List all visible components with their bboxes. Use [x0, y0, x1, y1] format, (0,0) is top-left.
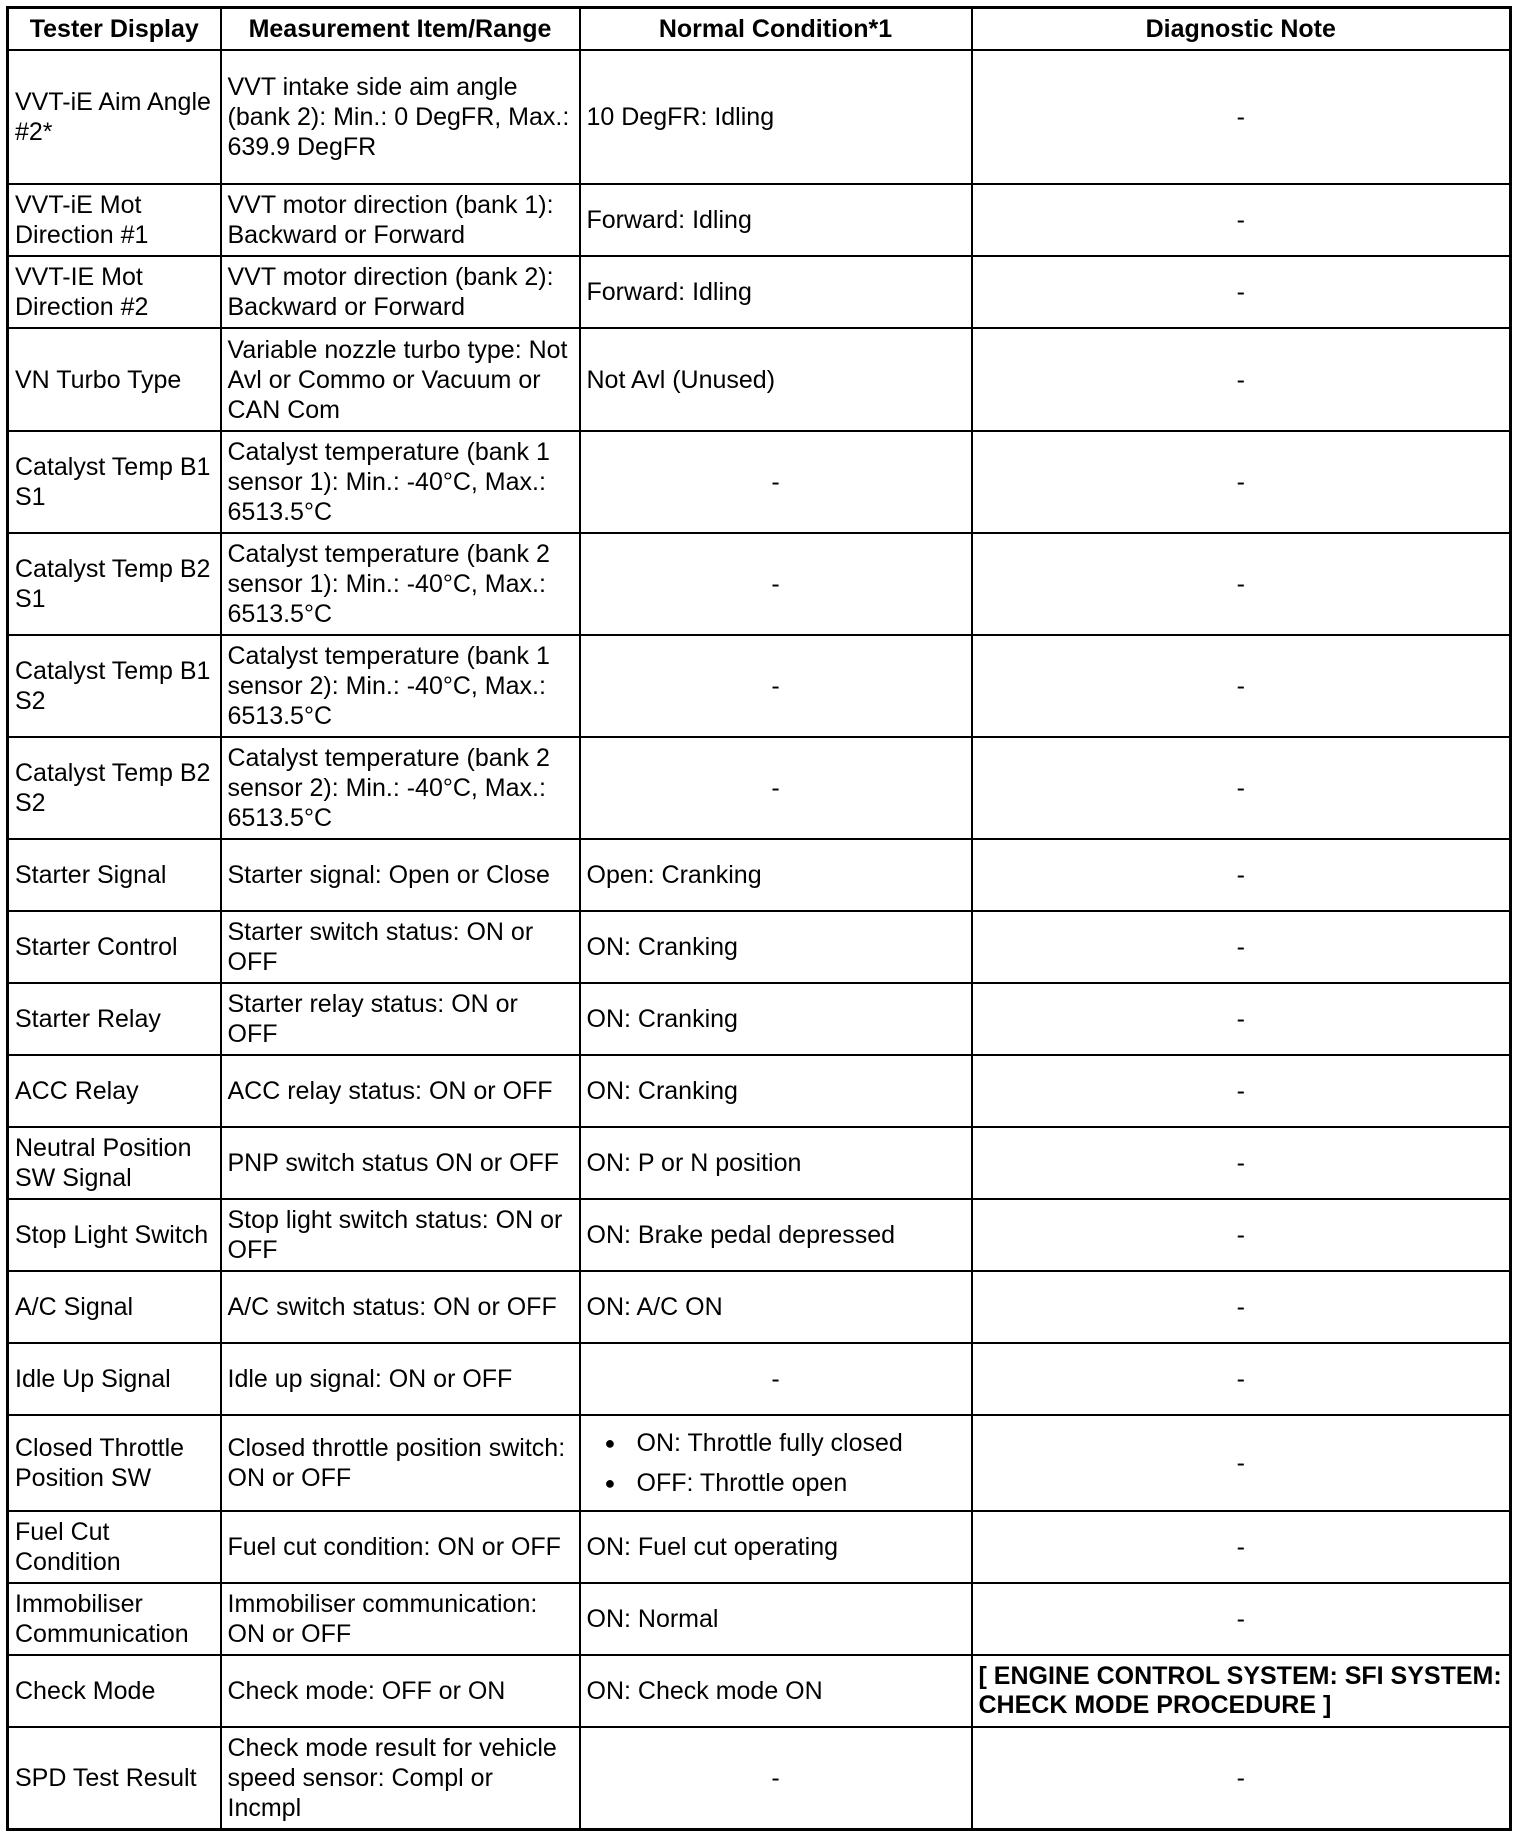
- tester-display-cell: VVT-iE Aim Angle #2*: [8, 50, 221, 184]
- normal-condition-cell: ON: Cranking: [580, 1055, 972, 1127]
- normal-condition-cell: ON: Brake pedal depressed: [580, 1199, 972, 1271]
- measurement-item-cell: Catalyst temperature (bank 1 sensor 2): Min.: -40°C, Max.: 6513.5°C: [221, 635, 580, 737]
- tester-display-cell: ACC Relay: [8, 1055, 221, 1127]
- diagnostic-note-cell: -: [972, 1343, 1511, 1415]
- tester-display-cell: Neutral Position SW Signal: [8, 1127, 221, 1199]
- normal-condition-cell: ON: Normal: [580, 1583, 972, 1655]
- normal-condition-cell: ON: Cranking: [580, 983, 972, 1055]
- normal-condition-cell: -: [580, 1343, 972, 1415]
- diagnostic-note-cell: -: [972, 256, 1511, 328]
- diagnostic-note-cell: -: [972, 839, 1511, 911]
- diagnostic-note-cell: -: [972, 1199, 1511, 1271]
- table-row: [8, 533, 1511, 635]
- diagnostic-note-cell: -: [972, 184, 1511, 256]
- table-row: [8, 1055, 1511, 1127]
- table-row: [8, 1271, 1511, 1343]
- normal-condition-cell: ON: Fuel cut operating: [580, 1511, 972, 1583]
- tester-display-cell: Check Mode: [8, 1655, 221, 1727]
- measurement-item-cell: VVT motor direction (bank 2): Backward or Forward: [221, 256, 580, 328]
- measurement-item-cell: Catalyst temperature (bank 2 sensor 1): Min.: -40°C, Max.: 6513.5°C: [221, 533, 580, 635]
- measurement-item-cell: Fuel cut condition: ON or OFF: [221, 1511, 580, 1583]
- tester-display-cell: Catalyst Temp B1 S2: [8, 635, 221, 737]
- diagnostic-note-cell: -: [972, 635, 1511, 737]
- tester-display-cell: Catalyst Temp B1 S1: [8, 431, 221, 533]
- tester-display-cell: VVT-IE Mot Direction #2: [8, 256, 221, 328]
- table-row: [8, 50, 1511, 184]
- tester-display-cell: SPD Test Result: [8, 1727, 221, 1829]
- normal-condition-cell: Forward: Idling: [580, 184, 972, 256]
- measurement-item-cell: Closed throttle position switch: ON or OFF: [221, 1415, 580, 1511]
- diagnostic-note-cell: -: [972, 1415, 1511, 1511]
- diagnostic-note-cell: -: [972, 911, 1511, 983]
- header-normal-condition: Normal Condition*1: [580, 8, 972, 51]
- table-row: [8, 1727, 1511, 1829]
- table-row: [8, 1127, 1511, 1199]
- measurement-item-cell: Starter relay status: ON or OFF: [221, 983, 580, 1055]
- measurement-item-cell: Immobiliser communication: ON or OFF: [221, 1583, 580, 1655]
- table-row: [8, 1343, 1511, 1415]
- normal-condition-cell: [580, 1415, 972, 1511]
- diagnostic-note-cell: -: [972, 50, 1511, 184]
- data-list-table: [6, 6, 1512, 1831]
- tester-display-cell: Closed Throttle Position SW: [8, 1415, 221, 1511]
- table-row: [8, 1511, 1511, 1583]
- tester-display-cell: VVT-iE Mot Direction #1: [8, 184, 221, 256]
- normal-condition-cell: ON: Cranking: [580, 911, 972, 983]
- tester-display-cell: Starter Signal: [8, 839, 221, 911]
- diagnostic-note-cell: -: [972, 983, 1511, 1055]
- measurement-item-cell: Variable nozzle turbo type: Not Avl or Commo or Vacuum or CAN Com: [221, 328, 580, 431]
- measurement-item-cell: Check mode result for vehicle speed sensor: Compl or Incmpl: [221, 1727, 580, 1829]
- tester-display-cell: Starter Control: [8, 911, 221, 983]
- tester-display-cell: Catalyst Temp B2 S1: [8, 533, 221, 635]
- diagnostic-note-cell: -: [972, 1727, 1511, 1829]
- normal-condition-cell: Forward: Idling: [580, 256, 972, 328]
- data-list-table-container: [6, 6, 1509, 1831]
- measurement-item-cell: VVT intake side aim angle (bank 2): Min.: 0 DegFR, Max.: 639.9 DegFR: [221, 50, 580, 184]
- normal-condition-cell: Not Avl (Unused): [580, 328, 972, 431]
- measurement-item-cell: Stop light switch status: ON or OFF: [221, 1199, 580, 1271]
- table-row: [8, 1415, 1511, 1511]
- diagnostic-note-cell: -: [972, 1055, 1511, 1127]
- bullet-item: ● ON: Throttle fully closed: [587, 1428, 965, 1458]
- check-mode-procedure-link[interactable]: [ ENGINE CONTROL SYSTEM: SFI SYSTEM: CHECK MODE PROCEDURE ]: [972, 1655, 1511, 1727]
- measurement-item-cell: Starter switch status: ON or OFF: [221, 911, 580, 983]
- normal-condition-cell: -: [580, 1727, 972, 1829]
- measurement-item-cell: Starter signal: Open or Close: [221, 839, 580, 911]
- measurement-item-cell: Check mode: OFF or ON: [221, 1655, 580, 1727]
- measurement-item-cell: PNP switch status ON or OFF: [221, 1127, 580, 1199]
- measurement-item-cell: Catalyst temperature (bank 2 sensor 2): Min.: -40°C, Max.: 6513.5°C: [221, 737, 580, 839]
- diagnostic-note-cell: -: [972, 1511, 1511, 1583]
- table-row: [8, 911, 1511, 983]
- tester-display-cell: Stop Light Switch: [8, 1199, 221, 1271]
- table-row: [8, 737, 1511, 839]
- diagnostic-note-cell: -: [972, 1127, 1511, 1199]
- normal-condition-cell: -: [580, 431, 972, 533]
- table-row: [8, 1655, 1511, 1727]
- table-row: [8, 839, 1511, 911]
- normal-condition-cell: -: [580, 737, 972, 839]
- header-measurement-item: Measurement Item/Range: [221, 8, 580, 51]
- normal-condition-cell: -: [580, 533, 972, 635]
- diagnostic-note-cell: -: [972, 431, 1511, 533]
- measurement-item-cell: A/C switch status: ON or OFF: [221, 1271, 580, 1343]
- diagnostic-note-cell: -: [972, 737, 1511, 839]
- normal-condition-cell: ON: P or N position: [580, 1127, 972, 1199]
- table-row: [8, 983, 1511, 1055]
- normal-condition-cell: 10 DegFR: Idling: [580, 50, 972, 184]
- header-tester-display: Tester Display: [8, 8, 221, 51]
- header-row: [8, 8, 1511, 51]
- table-row: [8, 256, 1511, 328]
- normal-condition-cell: ON: A/C ON: [580, 1271, 972, 1343]
- diagnostic-note-cell: -: [972, 1271, 1511, 1343]
- normal-condition-list: [587, 1428, 965, 1498]
- diagnostic-note-cell: -: [972, 533, 1511, 635]
- measurement-item-cell: ACC relay status: ON or OFF: [221, 1055, 580, 1127]
- table-row: [8, 184, 1511, 256]
- normal-condition-cell: -: [580, 635, 972, 737]
- tester-display-cell: A/C Signal: [8, 1271, 221, 1343]
- tester-display-cell: Fuel Cut Condition: [8, 1511, 221, 1583]
- normal-condition-cell: Open: Cranking: [580, 839, 972, 911]
- diagnostic-note-cell: -: [972, 328, 1511, 431]
- tester-display-cell: Idle Up Signal: [8, 1343, 221, 1415]
- table-row: [8, 431, 1511, 533]
- bullet-item: ● OFF: Throttle open: [587, 1468, 965, 1498]
- tester-display-cell: Immobiliser Communication: [8, 1583, 221, 1655]
- measurement-item-cell: Idle up signal: ON or OFF: [221, 1343, 580, 1415]
- normal-condition-cell: ON: Check mode ON: [580, 1655, 972, 1727]
- header-diagnostic-note: Diagnostic Note: [972, 8, 1511, 51]
- tester-display-cell: Catalyst Temp B2 S2: [8, 737, 221, 839]
- diagnostic-note-cell: -: [972, 1583, 1511, 1655]
- measurement-item-cell: Catalyst temperature (bank 1 sensor 1): Min.: -40°C, Max.: 6513.5°C: [221, 431, 580, 533]
- measurement-item-cell: VVT motor direction (bank 1): Backward or Forward: [221, 184, 580, 256]
- table-row: [8, 1199, 1511, 1271]
- table-row: [8, 1583, 1511, 1655]
- table-row: [8, 328, 1511, 431]
- tester-display-cell: Starter Relay: [8, 983, 221, 1055]
- table-row: [8, 635, 1511, 737]
- tester-display-cell: VN Turbo Type: [8, 328, 221, 431]
